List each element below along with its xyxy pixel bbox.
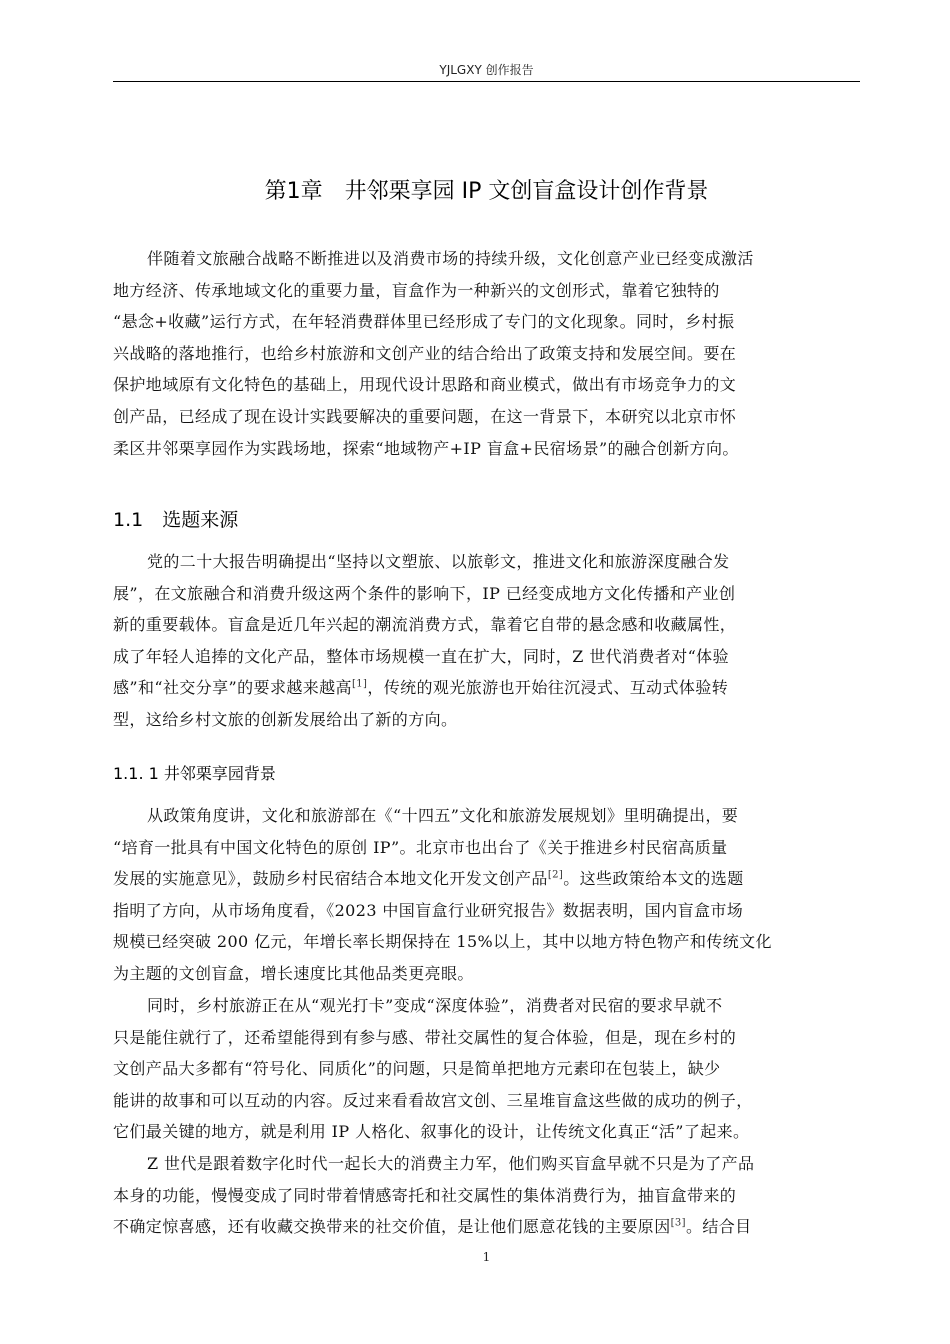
paragraph-line: 规模已经突破 200 亿元，年增长率长期保持在 15%以上，其中以地方特色物产和传统文化	[113, 932, 772, 952]
paragraph-line: 只是能住就行了，还希望能得到有参与感、带社交属性的复合体验，但是，现在乡村的	[113, 1027, 737, 1047]
line-text: 。结合目	[685, 1217, 752, 1237]
paragraph-line: 指明了方向，从市场角度看，《2023 中国盲盒行业研究报告》数据表明，国内盲盒市场	[113, 900, 744, 920]
paragraph-line: 柔区井邻栗享园作为实践场地，探索“地域物产+IP 盲盒+民宿场景”的融合创新方向。	[113, 438, 739, 458]
line-text: 。这些政策给本文的选题	[563, 869, 744, 889]
citation-3: [3]	[670, 1217, 686, 1229]
paragraph-line: 新的重要载体。盲盒是近几年兴起的潮流消费方式，靠着它自带的悬念感和收藏属性，	[113, 615, 737, 635]
running-header: YJLGXY 创作报告	[439, 63, 534, 77]
paragraph-line: “培育一批具有中国文化特色的原创 IP”。北京市也出台了《关于推进乡村民宿高质量	[113, 837, 728, 857]
paragraph-line: 展”，在文旅融合和消费升级这两个条件的影响下，IP 已经变成地方文化传播和产业创	[113, 583, 736, 603]
paragraph-line: 成了年轻人追捧的文化产品，整体市场规模一直在扩大，同时，Z 世代消费者对“体验	[113, 646, 729, 666]
line-text: ，传统的观光旅游也开始往沉浸式、互动式体验转	[367, 678, 729, 698]
paragraph-line: 本身的功能，慢慢变成了同时带着情感寄托和社交属性的集体消费行为，抽盲盒带来的	[113, 1185, 737, 1205]
subsection-paragraph-3	[113, 1148, 860, 1243]
paragraph-line: 为主题的文创盲盒，增长速度比其他品类更亮眼。	[113, 963, 474, 983]
paragraph-line: “悬念+收藏”运行方式，在年轻消费群体里已经形成了专门的文化现象。同时，乡村振	[113, 312, 735, 332]
paragraph-line: 保护地域原有文化特色的基础上，用现代设计思路和商业模式，做出有市场竞争力的文	[113, 375, 737, 395]
chapter-title: 第1章 井邻栗享园 IP 文创盲盒设计创作背景	[264, 179, 709, 204]
paragraph-line: 文创产品大多都有“符号化、同质化”的问题，只是简单把地方元素印在包装上，缺少	[113, 1059, 721, 1079]
subsection-title: 1.1. 1 井邻栗享园背景	[113, 764, 276, 783]
line-text: 不确定惊喜感，还有收藏交换带来的社交价值，是让他们愿意花钱的主要原因	[113, 1217, 671, 1237]
paragraph-line: 党的二十大报告明确提出“坚持以文塑旅、以旅彰文，推进文化和旅游深度融合发	[147, 552, 730, 571]
paragraph-line: 伴随着文旅融合战略不断推进以及消费市场的持续升级，文化创意产业已经变成激活	[147, 249, 754, 268]
paragraph-line-with-citation	[113, 1211, 860, 1243]
paragraph-line-with-citation	[113, 672, 860, 704]
citation-1: [1]	[351, 679, 368, 691]
line-text: 感”和“社交分享”的要求越来越高	[113, 678, 352, 698]
line-text: 发展的实施意见》，鼓励乡村民宿结合本地文化开发文创产品	[113, 869, 548, 889]
paragraph-line: Z 世代是跟着数字化时代一起长大的消费主力军，他们购买盲盒早就不只是为了产品	[147, 1154, 755, 1173]
page-number: 1	[482, 1250, 491, 1264]
paragraph-line: 能讲的故事和可以互动的内容。反过来看看故宫文创、三星堆盲盒这些做的成功的例子，	[113, 1090, 753, 1110]
section-title: 1.1 选题来源	[113, 509, 239, 531]
paragraph-line: 同时，乡村旅游正在从“观光打卡”变成“深度体验”，消费者对民宿的要求早就不	[147, 996, 723, 1015]
header-rule	[113, 81, 860, 82]
section-paragraph	[113, 546, 860, 736]
paragraph-line: 创产品，已经成了现在设计实践要解决的重要问题，在这一背景下，本研究以北京市怀	[113, 406, 737, 426]
paragraph-line: 地方经济、传承地域文化的重要力量，盲盒作为一种新兴的文创形式，靠着它独特的	[113, 280, 720, 300]
paragraph-line: 从政策角度讲，文化和旅游部在《“十四五”文化和旅游发展规划》里明确提出，要	[147, 806, 739, 825]
paragraph-line: 兴战略的落地推行，也给乡村旅游和文创产业的结合给出了政策支持和发展空间。要在	[113, 343, 737, 363]
paragraph-line-with-citation	[113, 863, 860, 895]
subsection-paragraph-1	[113, 800, 860, 990]
paragraph-line: 型，这给乡村文旅的创新发展给出了新的方向。	[113, 709, 458, 729]
intro-paragraph	[113, 243, 860, 464]
subsection-paragraph-2	[113, 990, 860, 1148]
citation-2: [2]	[547, 869, 564, 881]
paragraph-line: 它们最关键的地方，就是利用 IP 人格化、叙事化的设计，让传统文化真正“活”了起来。	[113, 1122, 750, 1142]
